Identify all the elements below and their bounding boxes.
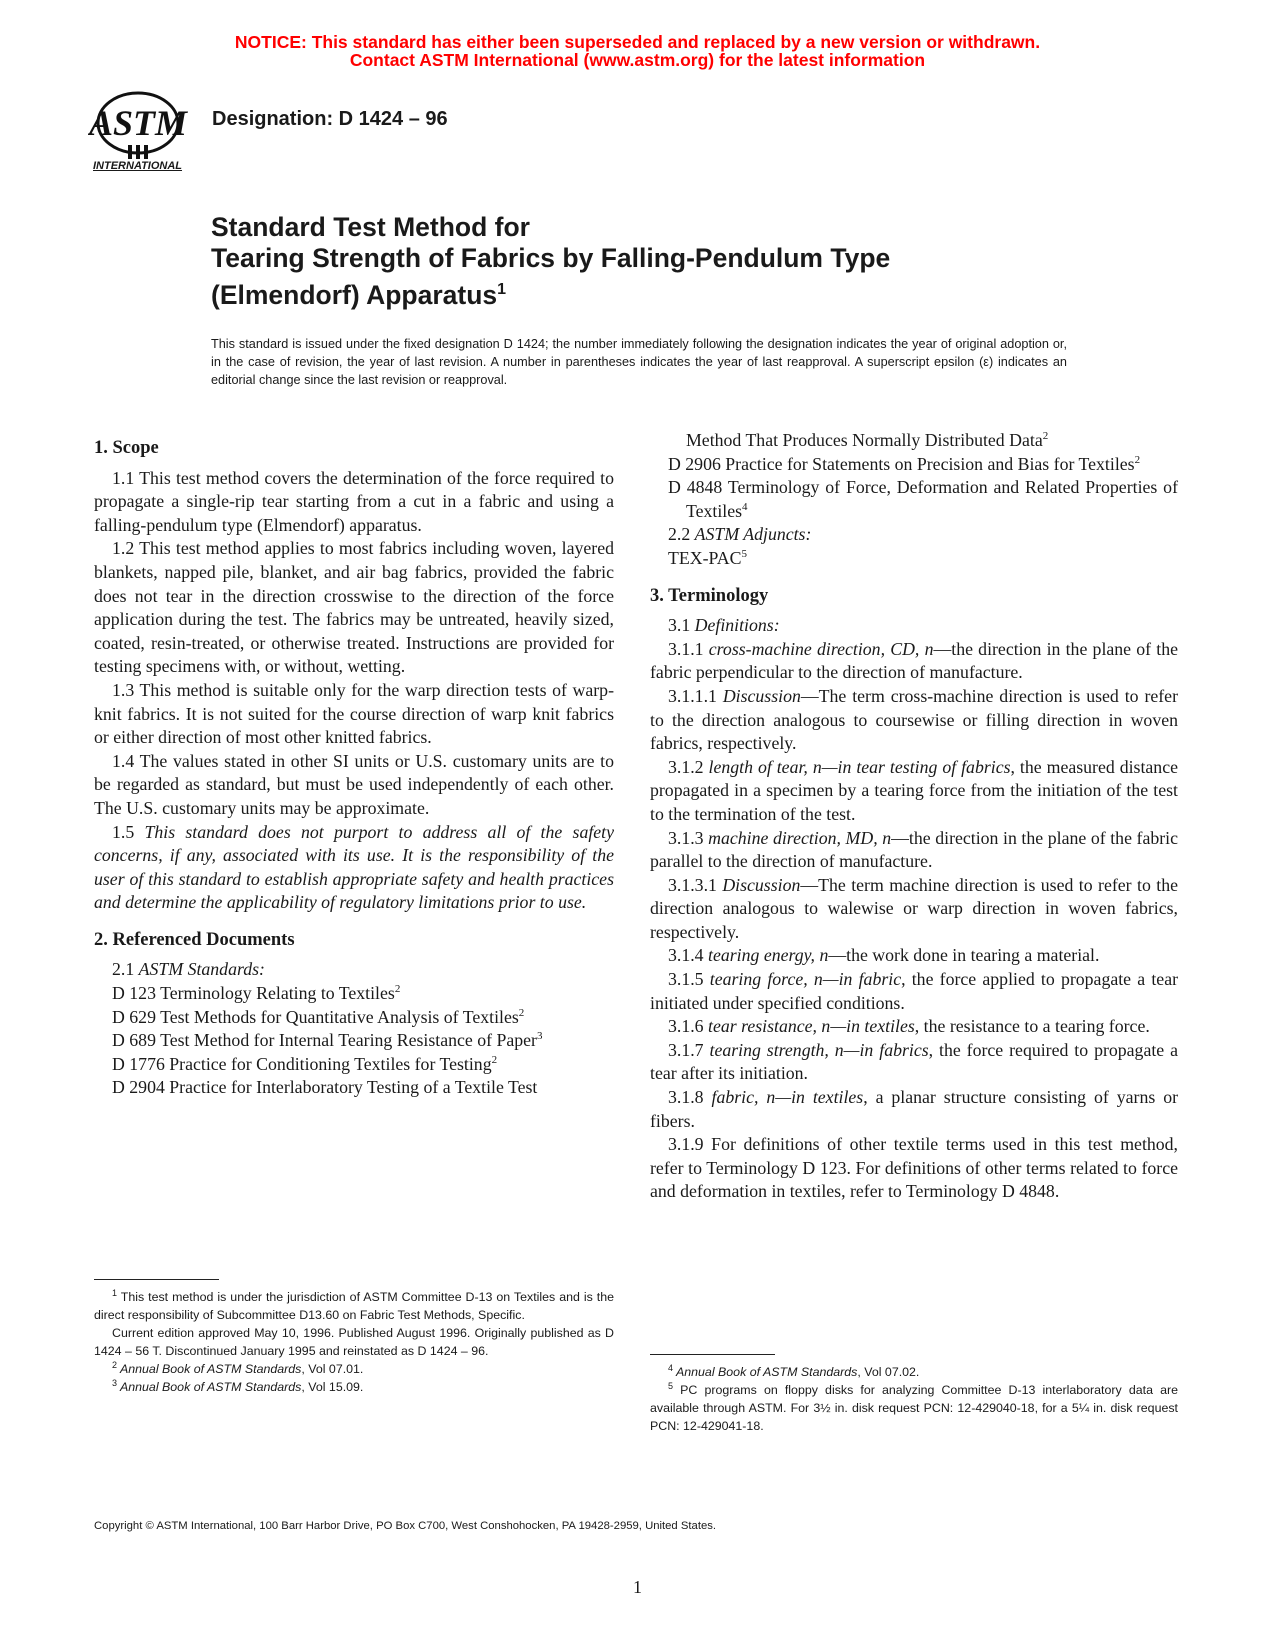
definition-item bbox=[650, 638, 1178, 685]
footnote-text: This test method is under the jurisdiction of ASTM Committee D-13 on Textiles and is the direct responsibility of Subcommittee D13.60 on Fabric Test Methods, Specific. bbox=[94, 1290, 614, 1322]
designation: Designation: D 1424 – 96 bbox=[212, 108, 448, 130]
definition-item bbox=[650, 827, 1178, 874]
reference-text-part-1: D 2904 Practice for Interlaboratory Testing of a Textile Test bbox=[112, 1077, 538, 1098]
footnote-marker: 4 bbox=[668, 1362, 674, 1373]
definition-item bbox=[650, 1015, 1178, 1039]
notice-line-1: NOTICE: This standard has either been superseded and replaced by a new version or withdrawn. bbox=[234, 32, 1041, 52]
reference-text: D 123 Terminology Relating to Textiles bbox=[112, 983, 395, 1004]
definition-number: 3.1.1 bbox=[668, 638, 709, 659]
footnote-1 bbox=[94, 1288, 614, 1324]
paragraph-1-5-number: 1.5 bbox=[112, 821, 145, 842]
reference-footnote-ref: 3 bbox=[536, 1030, 543, 1043]
definition-item bbox=[650, 968, 1178, 1015]
footnote-marker: 3 bbox=[112, 1377, 118, 1388]
paragraph-2-1-text: ASTM Standards: bbox=[138, 959, 265, 980]
definition-number: 3.1.3 bbox=[668, 827, 709, 848]
definition-text: —The term machine direction is used to refer to the direction analogous to walewise or warp direction in woven fabrics, respectively. bbox=[650, 874, 1178, 942]
definition-item bbox=[650, 756, 1178, 827]
definition-text: —the direction in the plane of the fabric perpendicular to the direction of manufacture. bbox=[650, 638, 1179, 683]
section-heading-terminology: 3. Terminology bbox=[650, 585, 769, 606]
footnotes-left bbox=[94, 1279, 614, 1396]
reference-item-continued: Method That Produces Normally Distributed Data$^2$ bbox=[686, 430, 1049, 450]
footnote-volume: , Vol 07.02. bbox=[857, 1365, 920, 1379]
footnote-1-continued: Current edition approved May 10, 1996. Published August 1996. Originally published as D 1424 – 56 T. Discontinued January 1995 and reinstated as D 1424 – 96. bbox=[94, 1326, 614, 1358]
definition-term: tearing strength, n—in fabrics bbox=[709, 1039, 929, 1060]
paragraph-3-1-9: 3.1.9 For definitions of other textile terms used in this test method, refer to Terminology D 123. For definitions of other terms related to force and deformation in textiles, refer to Terminology D 4848. bbox=[650, 1134, 1178, 1202]
paragraph-3-1-number: 3.1 bbox=[668, 615, 695, 636]
section-heading-scope: 1. Scope bbox=[94, 438, 159, 458]
paragraph-2-1-number: 2.1 bbox=[112, 959, 139, 980]
definition-number: 3.1.3.1 bbox=[668, 874, 723, 895]
definition-text: , the force applied to propagate a tear initiated under specified conditions. bbox=[650, 969, 1179, 1013]
footnote-book-title: Annual Book of ASTM Standards bbox=[117, 1380, 302, 1394]
definition-number: 3.1.2 bbox=[668, 756, 709, 777]
definition-number: 3.1.8 bbox=[668, 1087, 712, 1108]
issue-note: This standard is issued under the fixed designation D 1424; the number immediately following the designation indicates the year of original adoption or, in the case of revision, the year of last revision. A number in parentheses indicates the year of last reapproval. A superscript epsilon (ε) indicates an editorial change since the last revision or reapproval. bbox=[211, 337, 1067, 387]
paragraph-1-5 bbox=[94, 821, 614, 915]
definition-term: cross-machine direction, CD, n bbox=[708, 638, 934, 659]
reference-item bbox=[94, 1076, 614, 1100]
copyright-notice: Copyright © ASTM International, 100 Barr Harbor Drive, PO Box C700, West Conshohocken, PA 19428-2959, United States. bbox=[94, 1520, 717, 1532]
right-column bbox=[650, 429, 1178, 1204]
paragraph-2-2-text: ASTM Adjuncts: bbox=[694, 524, 812, 545]
reference-text: D 689 Test Method for Internal Tearing Resistance of Paper bbox=[112, 1030, 537, 1051]
definition-text: , the measured distance propagated in a specimen by a tearing force from the initiation of the test to the termination of the test. bbox=[650, 756, 1178, 824]
footnote-book-title: Annual Book of ASTM Standards bbox=[117, 1362, 302, 1376]
astm-logo bbox=[88, 85, 198, 180]
reference-text: D 629 Test Methods for Quantitative Analysis of Textiles bbox=[112, 1006, 519, 1027]
definition-term: Discussion bbox=[722, 685, 801, 706]
reference-footnote-ref: 2 bbox=[1042, 430, 1049, 443]
title-footnote-ref: 1 bbox=[497, 281, 507, 298]
footnote-4 bbox=[650, 1363, 1178, 1381]
reference-footnote-ref: 2 bbox=[394, 983, 401, 996]
left-column bbox=[94, 429, 614, 1100]
definition-number: 3.1.5 bbox=[668, 969, 710, 990]
paragraph-2-2 bbox=[650, 523, 1178, 547]
reference-text: D 4848 Terminology of Force, Deformation and Related Properties of Textiles bbox=[668, 477, 1178, 521]
reference-item bbox=[650, 453, 1178, 477]
definition-text: , the resistance to a tearing force. bbox=[914, 1016, 1150, 1037]
reference-footnote-ref: 4 bbox=[742, 500, 748, 513]
reference-item bbox=[94, 1006, 614, 1030]
supersession-notice bbox=[0, 33, 1275, 69]
reference-footnote-ref: 2 bbox=[491, 1053, 498, 1066]
footnote-rule bbox=[94, 1279, 219, 1280]
footnote-marker: 2 bbox=[112, 1359, 118, 1370]
definition-term: Discussion bbox=[722, 874, 801, 895]
footnote-text: PC programs on floppy disks for analyzing Committee D-13 interlaboratory data are available through ASTM. For 3½ in. disk request PCN: 12-429040-18, for a 5¼ in. disk request PCN: 12-429041-18. bbox=[650, 1383, 1178, 1433]
paragraph-1-5-text: This standard does not purport to address all of the safety concerns, if any, associated with its use. It is the responsibility of the user of this standard to establish appropriate safety and health practices and determine the applicability of regulatory limitations prior to use. bbox=[94, 821, 614, 913]
definition-term: tearing energy, n bbox=[708, 945, 829, 966]
definition-term: tearing force, n—in fabric bbox=[709, 969, 902, 990]
footnote-marker: 5 bbox=[668, 1380, 674, 1391]
paragraph-1-1: 1.1 This test method covers the determination of the force required to propagate a single-rip tear starting from a cut in a fabric and using a falling-pendulum type (Elmendorf) apparatus. bbox=[94, 467, 614, 535]
definition-number: 3.1.6 bbox=[668, 1016, 709, 1037]
footnote-2 bbox=[94, 1360, 614, 1378]
definition-number: 3.1.7 bbox=[668, 1039, 710, 1060]
definition-text: , the force required to propagate a tear after its initiation. bbox=[650, 1039, 1178, 1084]
reference-item bbox=[94, 1029, 614, 1053]
reference-footnote-ref: 2 bbox=[1134, 453, 1141, 466]
page-number: 1 bbox=[633, 1577, 642, 1597]
reference-item bbox=[650, 476, 1178, 523]
svg-text:ASTM: ASTM bbox=[88, 103, 188, 143]
document-title bbox=[211, 212, 890, 311]
reference-text: D 2906 Practice for Statements on Precision and Bias for Textiles bbox=[668, 453, 1135, 474]
paragraph-3-1-text: Definitions: bbox=[694, 615, 780, 636]
reference-text: D 1776 Practice for Conditioning Textiles for Testing bbox=[112, 1053, 492, 1074]
definition-term: fabric, n—in textiles bbox=[711, 1087, 864, 1108]
reference-footnote-ref: 2 bbox=[518, 1006, 525, 1019]
definition-term: machine direction, MD, n bbox=[708, 827, 892, 848]
title-line-2: Tearing Strength of Fabrics by Falling-Pendulum Type bbox=[211, 243, 891, 273]
footnote-volume: , Vol 15.09. bbox=[301, 1380, 364, 1394]
definition-text: —The term cross-machine direction is used to refer to the direction analogous to coursewise or filling direction in woven fabrics, respectively. bbox=[650, 685, 1178, 754]
title-line-3: (Elmendorf) Apparatus bbox=[211, 279, 498, 310]
logo-wordmark: INTERNATIONAL bbox=[93, 160, 183, 172]
definition-item bbox=[650, 944, 1178, 968]
paragraph-2-2-number: 2.2 bbox=[668, 524, 695, 545]
definition-item bbox=[650, 1039, 1178, 1086]
footnote-3 bbox=[94, 1378, 614, 1396]
definition-term: tear resistance, n—in textiles bbox=[708, 1016, 915, 1037]
adjunct-text: TEX-PAC bbox=[668, 547, 742, 568]
definition-number: 3.1.4 bbox=[668, 945, 709, 966]
paragraph-1-4: 1.4 The values stated in other SI units or U.S. customary units are to be regarded as standard, but must be used independently of each other. The U.S. customary units may be approximate. bbox=[94, 750, 614, 818]
footnotes-right bbox=[650, 1354, 1178, 1435]
footnote-marker: 1 bbox=[112, 1287, 118, 1298]
adjunct-footnote-ref: 5 bbox=[741, 548, 747, 561]
paragraph-3-1 bbox=[650, 614, 1178, 638]
definition-item bbox=[650, 874, 1178, 945]
paragraph-2-1 bbox=[94, 958, 614, 982]
definition-item bbox=[650, 1086, 1178, 1133]
title-line-1: Standard Test Method for bbox=[211, 212, 530, 242]
definition-text: —the direction in the plane of the fabric parallel to the direction of manufacture. bbox=[650, 827, 1179, 872]
paragraph-1-2: 1.2 This test method applies to most fabrics including woven, layered blankets, napped pile, blanket, and air bag fabrics, provided the fabric does not tear in the direction crosswise to the direction of the force application during the test. The fabrics may be untreated, heavily sized, coated, resin-treated, or otherwise treated. Instructions are provided for testing specimens with, or without, wetting. bbox=[94, 538, 614, 677]
definition-text: , a planar structure consisting of yarns or fibers. bbox=[650, 1087, 1179, 1131]
definition-item bbox=[650, 685, 1178, 756]
paragraph-1-3: 1.3 This method is suitable only for the warp direction tests of warp-knit fabrics. It is not suited for the course direction of warp knit fabrics or either direction of most other knitted fabrics. bbox=[94, 679, 614, 748]
footnote-5 bbox=[650, 1381, 1178, 1435]
definition-term: length of tear, n—in tear testing of fabrics bbox=[708, 756, 1011, 777]
footnote-book-title: Annual Book of ASTM Standards bbox=[673, 1365, 858, 1379]
reference-item bbox=[94, 1053, 614, 1077]
adjunct-item bbox=[650, 547, 1178, 571]
definition-text: —the work done in tearing a material. bbox=[828, 945, 1100, 966]
definition-number: 3.1.1.1 bbox=[668, 685, 723, 706]
section-heading-referenced-documents: 2. Referenced Documents bbox=[94, 929, 295, 950]
reference-item bbox=[94, 982, 614, 1006]
notice-line-2: Contact ASTM International (www.astm.org) for the latest information bbox=[349, 50, 926, 70]
footnote-volume: , Vol 07.01. bbox=[301, 1362, 364, 1376]
footnote-rule bbox=[650, 1354, 775, 1355]
